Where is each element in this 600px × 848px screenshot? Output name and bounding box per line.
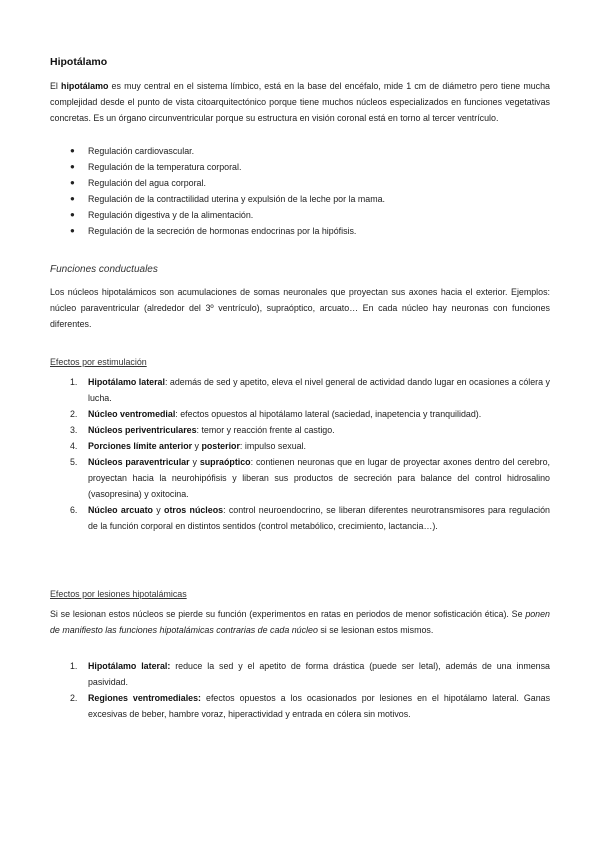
list-item: ● Regulación del agua corporal. xyxy=(50,175,550,191)
estimulacion-heading: Efectos por estimulación xyxy=(50,357,147,367)
estimulacion-list xyxy=(50,374,550,534)
list-item: 1. Hipotálamo lateral: además de sed y apetito, eleva el nivel general de actividad dando lugar en ocasiones a cólera y lucha. xyxy=(70,377,550,403)
bullet-icon: ● xyxy=(70,178,75,187)
funciones-heading: Funciones conductuales xyxy=(50,264,158,275)
list-item: 5. Núcleos paraventricular y supraóptico: contienen neuronas que en lugar de proyectar axones dentro del cerebro, proyectan hacia la neurohipófisis y liberan sus productos de secreción para balance del control hidrosalino (vasopresina) y oxitocina. xyxy=(70,457,550,499)
list-item: ● Regulación digestiva y de la alimentación. xyxy=(50,207,550,223)
bullet-icon: ● xyxy=(70,194,75,203)
list-item: 2. Regiones ventromediales: efectos opuestos a los ocasionados por lesiones en el hipotálamo lateral. Ganas excesivas de beber, hambre voraz, hiperactividad y entrada en cólera sin motivos. xyxy=(70,693,551,719)
list-item: 1. Hipotálamo lateral: reduce la sed y el apetito de forma drástica (puede ser letal), además de una inmensa pasividad. xyxy=(70,661,550,687)
bullet-icon: ● xyxy=(70,226,75,235)
funciones-paragraph: Los núcleos hipotalámicos son acumulaciones de somas neuronales que proyectan sus axones hacia el exterior. Ejemplos: núcleo paraventricular (alrededor del 3º ventrículo), supraóptico, arcuato… En cada núcleo hay neuronas con funciones diferentes. xyxy=(50,287,550,329)
list-item: ● Regulación de la contractilidad uterina y expulsión de la leche por la mama. xyxy=(50,191,550,207)
lesiones-list xyxy=(50,658,550,722)
intro-rest: es muy central en el sistema límbico, está en la base del encéfalo, mide 1 cm de diámetro pero tiene mucha complejidad desde el punto de vista citoarquitectónico porque tiene muchos núcleos especializados en funciones vegetativas concretas. Es un órgano circunventricular porque su estructura en visión coronal está en torno al tercer ventrículo. xyxy=(50,81,550,123)
lesiones-heading: Efectos por lesiones hipotalámicas xyxy=(50,589,187,599)
list-item: 3. Núcleos periventriculares: temor y reacción frente al castigo. xyxy=(70,425,335,435)
bullet-icon: ● xyxy=(70,162,75,171)
list-item: 2. Núcleo ventromedial: efectos opuestos al hipotálamo lateral (saciedad, inapetencia y tranquilidad). xyxy=(70,409,482,419)
function-bullet-list xyxy=(50,143,550,239)
list-item: 4. Porciones límite anterior y posterior: impulso sexual. xyxy=(70,441,307,451)
list-item: 6. Núcleo arcuato y otros núcleos: control neuroendocrino, se liberan diferentes neurotransmisores para regulación de la función corporal en distintos sentidos (control metabólico, crecimiento, lactancia…). xyxy=(70,505,550,531)
intro-pre: El xyxy=(50,81,62,91)
page-title: Hipotálamo xyxy=(50,56,108,68)
list-item: ● Regulación de la temperatura corporal. xyxy=(50,159,550,175)
lesiones-italic-phrase: ponen de manifiesto las funciones hipotalámicas contrarias de cada núcleo xyxy=(50,609,550,635)
bullet-icon: ● xyxy=(70,210,75,219)
intro-bold-term: hipotálamo xyxy=(61,81,109,91)
list-item: ● Regulación de la secreción de hormonas endocrinas por la hipófisis. xyxy=(50,223,550,239)
bullet-icon: ● xyxy=(70,146,75,155)
list-item: ● Regulación cardiovascular. xyxy=(50,143,550,159)
lesiones-paragraph: Si se lesionan estos núcleos se pierde su función (experimentos en ratas en periodos de menor sofisticación ética). Se ponen de manifiesto las funciones hipotalámicas contrarias de cada núcleo si se lesionan estos mismos. xyxy=(50,609,550,635)
intro-paragraph xyxy=(50,78,550,126)
